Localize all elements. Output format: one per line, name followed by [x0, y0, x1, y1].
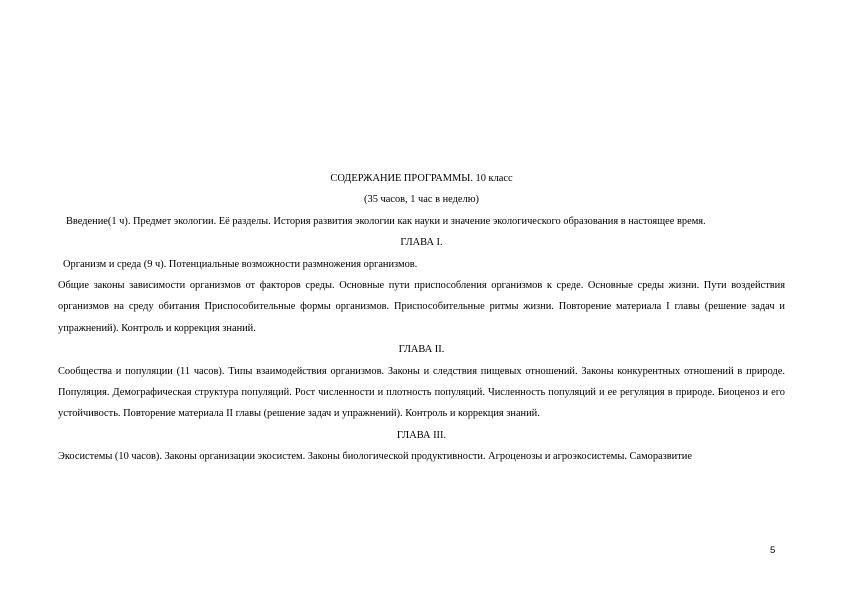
- chapter-1-title: Организм и среда (9 ч). Потенциальные возможности размножения организмов.: [63, 258, 418, 270]
- page-number: 5: [770, 545, 776, 556]
- chapter-1-body: Общие законы зависимости организмов от факторов среды. Основные пути приспособления организмов к среде. Основные среды жизни. Пути воздействия организмов на среду обитания Приспособительные формы организмов. Приспособительные ритмы жизни. Повторение материала I главы (решение задач и упражнений). Контроль и коррекция знаний.: [58, 280, 785, 334]
- program-title: СОДЕРЖАНИЕ ПРОГРАММЫ. 10 класс: [330, 173, 513, 184]
- document-content: [58, 168, 785, 468]
- chapter-2-heading: ГЛАВА II.: [398, 344, 445, 356]
- chapter-1-heading: ГЛАВА I.: [400, 237, 443, 249]
- chapter-3-body: Экосистемы (10 часов). Законы организации экосистем. Законы биологической продуктивности. Агроценозы и агроэкосистемы. Саморазвитие: [58, 451, 692, 463]
- chapter-2-body: Сообщества и популяции (11 часов). Типы взаимодействия организмов. Законы и следствия пищевых отношений. Законы конкурентных отношений в природе. Популяция. Демографическая структура популяций. Рост численности и плотность популяций. Численность популяций и ее регуляция в природе. Биоценоз и его устойчивость. Повторение материала II главы (решение задач и упражнений). Контроль и коррекция знаний.: [58, 365, 785, 420]
- program-hours: (35 часов, 1 час в неделю): [364, 194, 479, 206]
- intro-paragraph: Введение(1 ч). Предмет экологии. Её разделы. История развития экологии как науки и значение экологического образования в настоящее время.: [66, 215, 706, 227]
- chapter-3-heading: ГЛАВА III.: [396, 429, 447, 441]
